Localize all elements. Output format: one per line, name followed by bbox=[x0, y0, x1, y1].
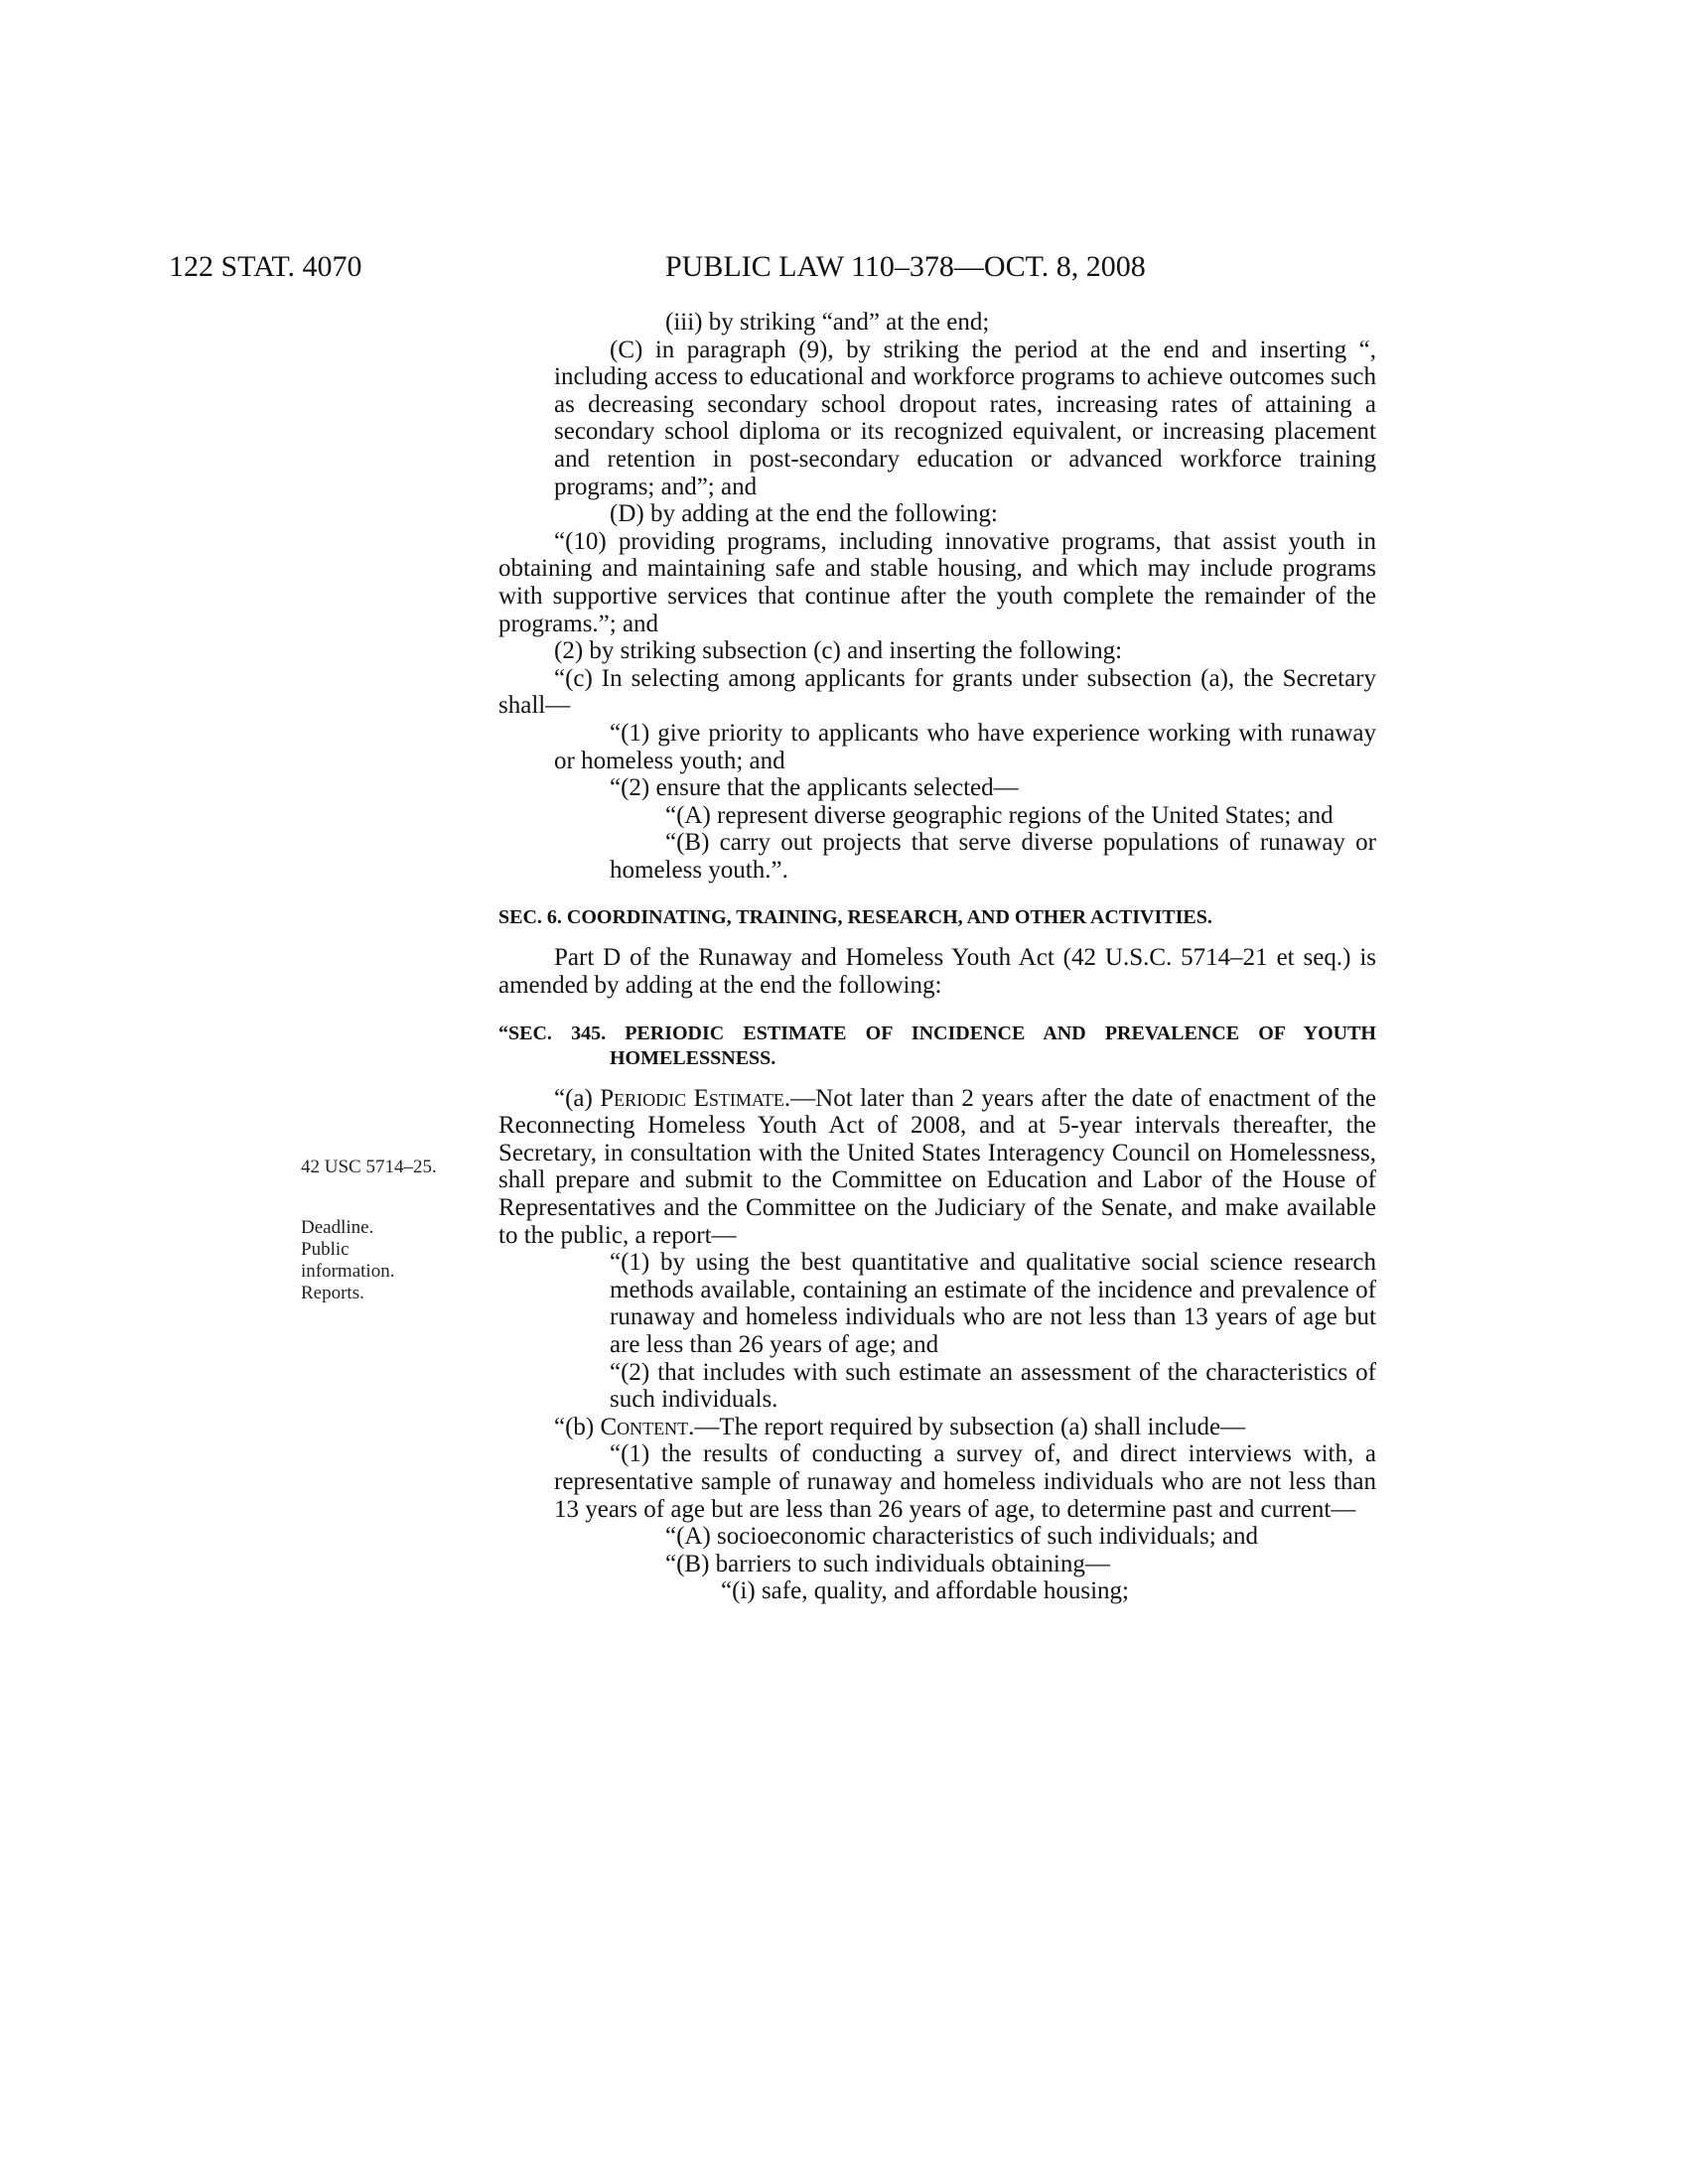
section-6-heading: SEC. 6. COORDINATING, TRAINING, RESEARCH, AND OTHER ACTIVITIES. bbox=[498, 906, 1212, 929]
margin-note-reports: Reports. bbox=[301, 1283, 364, 1303]
subsection-c-2-a: “(A) represent diverse geographic regions of the United States; and bbox=[665, 801, 1334, 829]
stat-citation: 122 STAT. 4070 bbox=[169, 250, 362, 283]
subsection-a bbox=[498, 1085, 1376, 1250]
subsection-b-1: “(1) the results of conducting a survey of, and direct interviews with, a representative sample of runaway and homeless individuals who are not less than 13 years of age but are less than 26 years of age, to determine past and current— bbox=[554, 1440, 1376, 1523]
page-body bbox=[498, 309, 1376, 1605]
clause-iii: (iii) by striking “and” at the end; bbox=[665, 309, 990, 336]
subsection-a-label: “(a) bbox=[554, 1084, 601, 1112]
subsection-c-1: “(1) give priority to applicants who have experience working with runaway or homeless youth; and bbox=[554, 719, 1376, 774]
subsection-a-caption: Periodic Estimate bbox=[600, 1084, 784, 1112]
subsection-c-2: “(2) ensure that the applicants selected— bbox=[610, 774, 1019, 802]
subsection-b-caption: Content bbox=[600, 1413, 689, 1440]
subsection-b-1-a: “(A) socioeconomic characteristics of such individuals; and bbox=[665, 1523, 1259, 1551]
margin-note-usc: 42 USC 5714–25. bbox=[301, 1157, 437, 1177]
subsection-b-1-b: “(B) barriers to such individuals obtaining— bbox=[665, 1550, 1110, 1577]
margin-note-deadline: Deadline. bbox=[301, 1217, 374, 1238]
subsection-a-2: “(2) that includes with such estimate an assessment of the characteristics of such individuals. bbox=[610, 1358, 1376, 1414]
clause-c: (C) in paragraph (9), by striking the period at the end and inserting “, including access to educational and workforce programs to achieve outcomes such as decreasing secondary school dropout rates, increasing rates of attaining a secondary school diploma or its recognized equivalent, or increasing placement and retention in post-secondary education or advanced workforce training programs; and”; and bbox=[554, 336, 1376, 500]
subsection-b-1-b-i: “(i) safe, quality, and affordable housing; bbox=[721, 1577, 1129, 1605]
subsection-a-text: .—Not later than 2 years after the date of enactment of the Reconnecting Homeless Youth Act of 2008, and at 5-year intervals thereafter, the Secretary, in consultation with the United States Interagency Council on Homelessness, shall prepare and submit to the Committee on Education and Labor of the House of Representatives and the Committee on the Judiciary of the Senate, and make available to the public, a report— bbox=[498, 1084, 1376, 1249]
subsection-b-text: .—The report required by subsection (a) shall include— bbox=[688, 1413, 1246, 1440]
subsection-a-1: “(1) by using the best quantitative and qualitative social science research methods available, containing an estimate of the incidence and prevalence of runaway and homeless individuals who are not less than 13 years of age but are less than 26 years of age; and bbox=[610, 1249, 1376, 1358]
section-6-text: Part D of the Runaway and Homeless Youth Act (42 U.S.C. 5714–21 et seq.) is amended by adding at the end the following: bbox=[498, 944, 1376, 1000]
clause-d: (D) by adding at the end the following: bbox=[610, 500, 998, 528]
clause-2: (2) by striking subsection (c) and inserting the following: bbox=[554, 637, 1123, 665]
margin-note-information: information. bbox=[301, 1261, 395, 1282]
subsection-c: “(c) In selecting among applicants for grants under subsection (a), the Secretary shall— bbox=[498, 664, 1376, 720]
section-345-heading: “SEC. 345. PERIODIC ESTIMATE OF INCIDENCE AND PREVALENCE OF YOUTH HOMELESSNESS. bbox=[498, 1022, 1376, 1069]
subsection-c-2-b: “(B) carry out projects that serve diverse populations of runaway or homeless youth.”. bbox=[610, 829, 1376, 884]
subsection-b-label: “(b) bbox=[554, 1413, 601, 1440]
margin-note-public: Public bbox=[301, 1239, 350, 1260]
running-head-title: PUBLIC LAW 110–378—OCT. 8, 2008 bbox=[665, 250, 1146, 283]
paragraph-10: “(10) providing programs, including innovative programs, that assist youth in obtaining and maintaining safe and stable housing, and which may include programs with supportive services that continue after the youth complete the remainder of the programs.”; and bbox=[498, 527, 1376, 637]
subsection-b bbox=[498, 1414, 1376, 1441]
